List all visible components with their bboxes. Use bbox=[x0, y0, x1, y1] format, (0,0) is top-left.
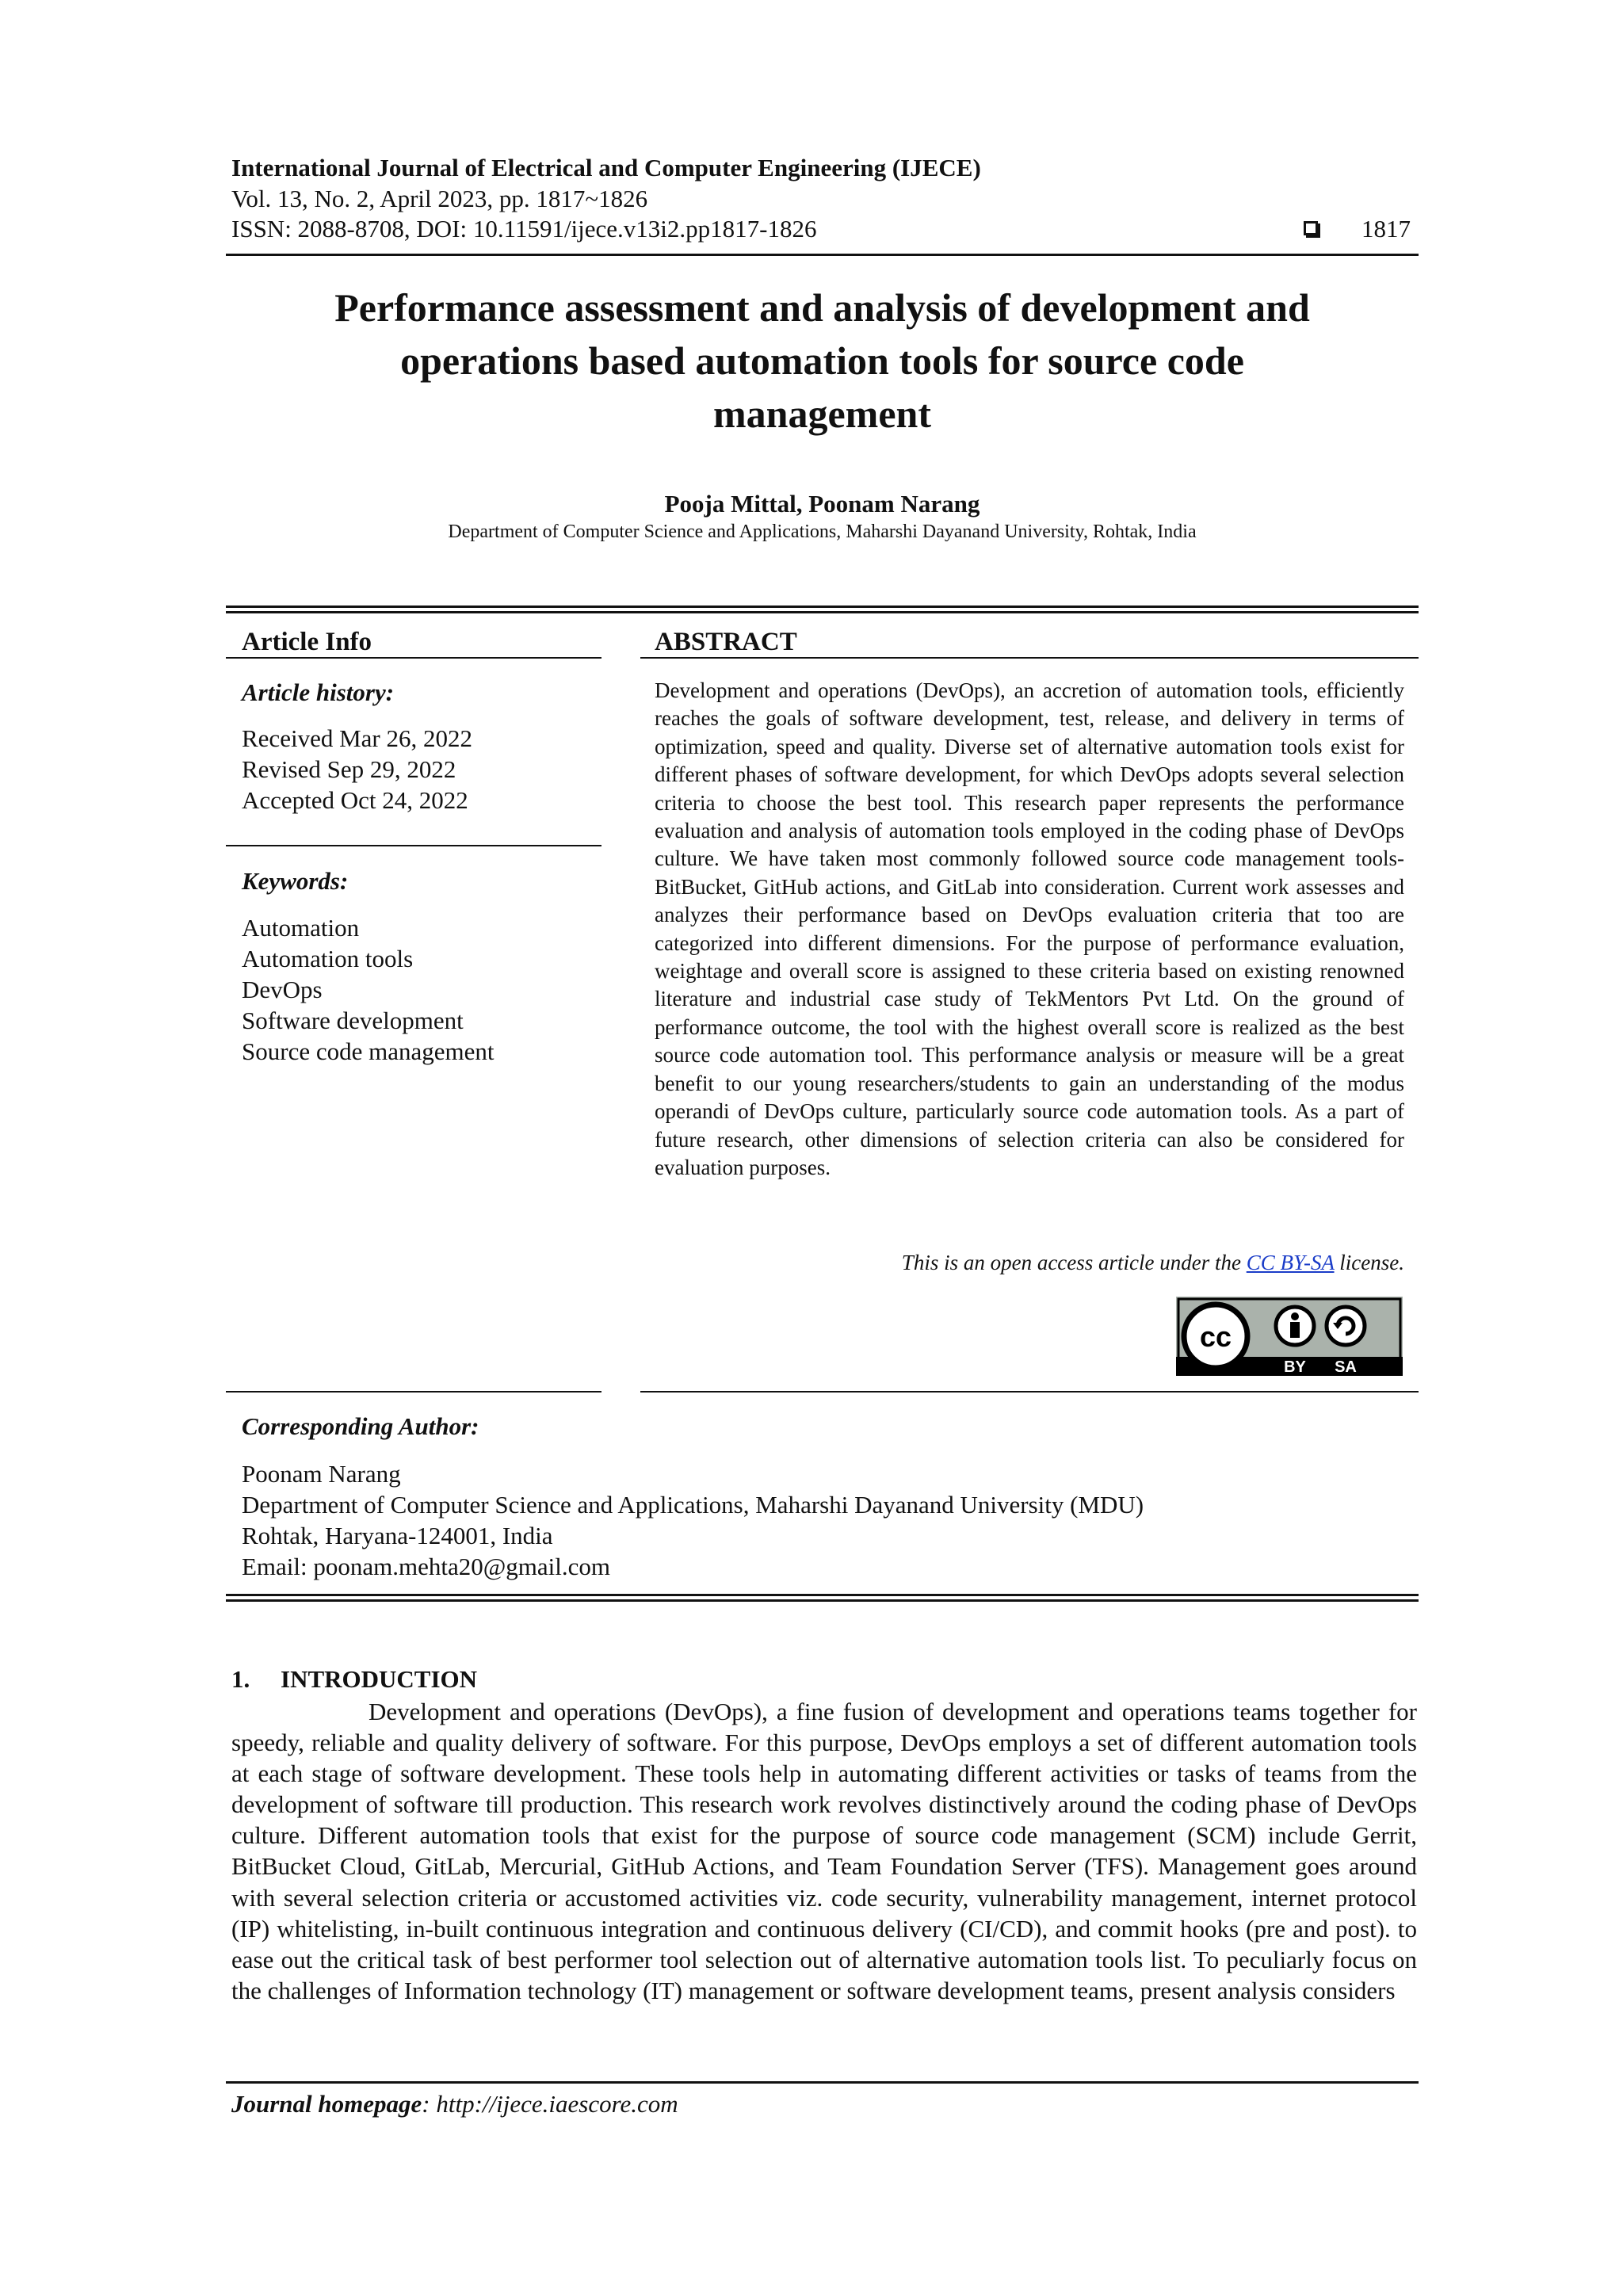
license-suffix: license. bbox=[1334, 1251, 1404, 1274]
corresponding-heading: Corresponding Author: bbox=[242, 1412, 479, 1440]
keywords-heading: Keywords: bbox=[242, 867, 349, 895]
page-number: 1817 bbox=[1361, 215, 1411, 243]
keyword: Software development bbox=[242, 1007, 464, 1034]
sa-label: SA bbox=[1335, 1358, 1357, 1376]
left-bottom-rule bbox=[226, 1391, 601, 1392]
abstract-heading: ABSTRACT bbox=[655, 628, 797, 656]
info-top-rule bbox=[226, 606, 1419, 608]
paper-title bbox=[226, 281, 1419, 441]
affiliation: Department of Computer Science and Applications, Maharshi Dayanand University, Rohtak, India bbox=[448, 521, 1197, 542]
header-rule bbox=[226, 254, 1419, 256]
footer-rule bbox=[226, 2081, 1419, 2084]
article-info-heading: Article Info bbox=[242, 628, 372, 656]
history-accepted: Accepted Oct 24, 2022 bbox=[242, 786, 468, 814]
footer-label: Journal homepage bbox=[231, 2090, 422, 2118]
footer bbox=[231, 2090, 678, 2118]
abstract-text: Development and operations (DevOps), an accretion of automation tools, efficiently reaches the goals of software development, test, release, and delivery in terms of optimization, speed and quality. Diverse set of alternative automation tools exist for different phases of software development, for which DevOps adopts several selection criteria to choose the best tool. This research paper represents the performance evaluation and analysis of automation tools employed in the coding phase of DevOps culture. We have taken most commonly followed source code management tools-BitBucket, GitHub actions, and GitLab into consideration. Current work assesses and analyzes their performance based on DevOps evaluation criteria that too are categorized into different dimensions. For the purpose of performance evaluation, weightage and overall score is assigned to these criteria based on existing renowned literature and industrial case study of TekMentors Pvt Ltd. On the ground of performance outcome, the tool with the highest overall score is realized as the best source code automation tool. This performance analysis or measure will be a great benefit to our young researchers/students to gain an understanding of the modus operandi of DevOps culture, particularly source code automation tools. As a part of future research, other dimensions of selection criteria can also be considered for evaluation purposes. bbox=[655, 678, 1404, 1179]
article-info-rule bbox=[226, 657, 601, 659]
history-received: Received Mar 26, 2022 bbox=[242, 724, 472, 752]
license-prefix: This is an open access article under the bbox=[901, 1251, 1247, 1274]
right-bottom-rule bbox=[640, 1391, 1419, 1392]
corresponding-address: Rohtak, Haryana-124001, India bbox=[242, 1522, 553, 1549]
corresponding-email: Email: poonam.mehta20@gmail.com bbox=[242, 1553, 611, 1580]
section-heading-introduction: 1. INTRODUCTION bbox=[231, 1665, 478, 1693]
open-access-note bbox=[655, 1251, 1404, 1275]
cc-glyph: cc bbox=[1199, 1320, 1232, 1353]
volume-info: Vol. 13, No. 2, April 2023, pp. 1817~1826 bbox=[231, 185, 648, 212]
footer-url[interactable]: : http://ijece.iaescore.com bbox=[422, 2090, 678, 2118]
corresponding-department: Department of Computer Science and Applications, Maharshi Dayanand University (MDU) bbox=[242, 1491, 1144, 1519]
introduction-text: Development and operations (DevOps), a fine fusion of development and operations teams together for speedy, reliable and quality delivery of software. For this purpose, DevOps employs a set of different automation tools at each stage of software development. These tools help in automating different activities or tasks of teams from the development of software till production. This research work revolves distinctively around the coding phase of DevOps culture. Different automation tools that exist for the purpose of source code management (SCM) include Gerrit, BitBucket Cloud, GitLab, Mercurial, GitHub Actions, and Team Foundation Server (TFS). Management goes around with several selection criteria or accustomed activities viz. code security, vulnerability management, internet protocol (IP) whitelisting, in-built continuous integration and continuous delivery (CI/CD), and commit hooks (pre and post). to ease out the critical task of best performer tool selection out of alternative automation tools list. To peculiarly focus on the challenges of Information technology (IT) management or software development teams, present analysis considers bbox=[231, 1698, 1417, 2004]
title-line: management bbox=[713, 392, 931, 436]
title-line: Performance assessment and analysis of development and bbox=[334, 285, 1310, 330]
abstract-rule bbox=[640, 657, 1419, 659]
checkbox-square-icon bbox=[1304, 221, 1318, 235]
keywords-list bbox=[242, 912, 494, 1067]
cc-badge-icon bbox=[1176, 1297, 1403, 1376]
by-label: BY bbox=[1284, 1358, 1306, 1376]
info-top-rule-2 bbox=[226, 611, 1419, 613]
journal-name: International Journal of Electrical and Computer Engineering (IJECE) bbox=[231, 154, 981, 181]
keyword: Automation bbox=[242, 914, 360, 942]
issn-doi: ISSN: 2088-8708, DOI: 10.11591/ijece.v13i2.pp1817-1826 bbox=[231, 215, 817, 243]
history-revised: Revised Sep 29, 2022 bbox=[242, 755, 456, 783]
title-line: operations based automation tools for source code bbox=[400, 338, 1244, 383]
authors: Pooja Mittal, Poonam Narang bbox=[664, 490, 980, 518]
keyword: Automation tools bbox=[242, 945, 414, 972]
info-bottom-rule bbox=[226, 1594, 1419, 1596]
corresponding-name: Poonam Narang bbox=[242, 1460, 401, 1488]
history-rule bbox=[226, 845, 601, 846]
cc-by-sa-badge[interactable] bbox=[1176, 1297, 1403, 1376]
info-bottom-rule-2 bbox=[226, 1599, 1419, 1602]
article-history-heading: Article history: bbox=[242, 678, 395, 706]
cc-by-sa-link[interactable]: CC BY-SA bbox=[1246, 1251, 1335, 1274]
keyword: DevOps bbox=[242, 976, 323, 1003]
corresponding-details bbox=[242, 1458, 1144, 1582]
keyword: Source code management bbox=[242, 1037, 495, 1065]
article-history bbox=[242, 723, 472, 816]
